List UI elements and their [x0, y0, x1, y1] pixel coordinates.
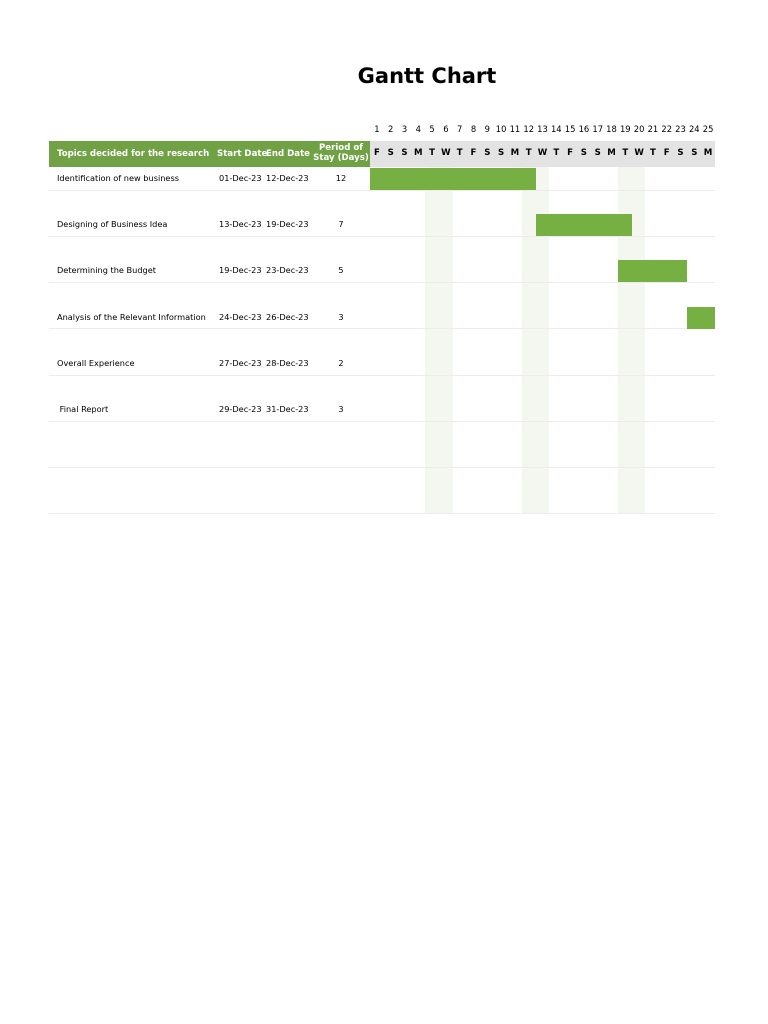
day-letter: M — [703, 148, 713, 158]
task-start-date: 01-Dec-23 — [219, 173, 262, 183]
day-letter: T — [622, 148, 629, 158]
day-number: 7 — [457, 124, 463, 134]
header-period-line2: Stay (Days) — [313, 153, 369, 163]
day-number: 18 — [606, 124, 617, 134]
header-topic: Topics decided for the research — [57, 149, 210, 159]
row-divider — [49, 375, 715, 376]
task-duration: 12 — [335, 173, 347, 183]
task-end-date: 26-Dec-23 — [266, 311, 309, 322]
row-divider — [49, 421, 715, 422]
day-letter: S — [580, 148, 587, 158]
day-letter: T — [429, 148, 436, 158]
row-divider — [49, 513, 715, 514]
day-number: 15 — [564, 124, 576, 134]
header-period-line1: Period of — [318, 143, 363, 153]
task-end-date: 12-Dec-23 — [266, 173, 309, 183]
gantt-bar — [536, 214, 633, 236]
weekend-shade — [425, 167, 453, 514]
day-number: 14 — [550, 124, 562, 134]
day-number: 19 — [619, 124, 631, 134]
header-start-date: Start Date — [217, 149, 268, 159]
day-number: 2 — [388, 124, 394, 134]
day-letter: F — [373, 148, 380, 158]
task-name: Analysis of the Relevant Information — [57, 311, 206, 322]
day-letter: W — [634, 148, 644, 158]
day-number: 12 — [523, 124, 535, 134]
day-number: 24 — [688, 124, 700, 134]
task-duration: 3 — [338, 404, 344, 414]
day-number: 9 — [484, 124, 490, 134]
day-letter: T — [553, 148, 560, 158]
day-number: 17 — [592, 124, 604, 134]
day-number: 10 — [495, 124, 507, 134]
task-name: Designing of Business Idea — [57, 219, 168, 230]
row-divider — [49, 328, 715, 329]
task-end-date: 19-Dec-23 — [266, 219, 309, 230]
row-divider — [49, 190, 715, 191]
gantt-bar — [687, 307, 715, 329]
row-divider — [49, 467, 715, 468]
day-number: 16 — [578, 124, 590, 134]
day-letter: M — [510, 148, 520, 158]
day-number: 20 — [633, 124, 645, 134]
task-start-date: 13-Dec-23 — [219, 219, 262, 230]
task-start-date: 19-Dec-23 — [219, 265, 262, 276]
day-letter: T — [649, 148, 656, 158]
task-duration: 2 — [338, 357, 344, 368]
day-letter: F — [470, 148, 477, 158]
task-end-date: 28-Dec-23 — [266, 357, 309, 368]
day-letter: S — [594, 148, 601, 158]
gantt-bar — [618, 260, 687, 282]
day-letter: S — [484, 148, 491, 158]
day-letter: S — [677, 148, 684, 158]
day-number: 8 — [470, 124, 477, 134]
day-number: 5 — [429, 124, 435, 134]
day-letter: M — [414, 148, 423, 158]
day-number: 13 — [537, 124, 548, 134]
task-name: Overall Experience — [57, 357, 135, 368]
task-start-date: 27-Dec-23 — [219, 357, 262, 368]
day-letter: S — [691, 148, 698, 158]
task-duration: 5 — [338, 265, 344, 276]
day-number: 11 — [509, 124, 521, 134]
day-number: 25 — [702, 124, 714, 134]
page-title: Gantt Chart — [357, 64, 497, 88]
day-letter: S — [497, 148, 505, 158]
header-end-date: End Date — [266, 149, 311, 159]
day-letter: T — [456, 148, 463, 158]
day-number: 21 — [647, 124, 659, 134]
task-start-date: 24-Dec-23 — [219, 311, 262, 322]
day-letter: F — [567, 148, 574, 158]
day-number: 4 — [415, 124, 421, 134]
day-letter: T — [525, 148, 532, 158]
day-number: 1 — [374, 124, 380, 134]
day-letter: M — [607, 148, 616, 158]
task-name: Identification of new business — [57, 173, 179, 183]
day-letter: S — [401, 148, 408, 158]
day-letter: W — [537, 148, 548, 158]
day-number: 22 — [661, 124, 673, 134]
task-end-date: 23-Dec-23 — [266, 265, 309, 276]
day-letter: S — [387, 148, 394, 158]
task-end-date: 31-Dec-23 — [266, 404, 309, 414]
header-period — [312, 143, 370, 163]
row-divider — [49, 282, 715, 283]
task-name: Final Report — [57, 404, 109, 414]
task-name: Determining the Budget — [57, 265, 157, 276]
day-letter: F — [663, 148, 670, 158]
day-number: 23 — [675, 124, 686, 134]
day-number: 3 — [401, 124, 408, 134]
gantt-bar — [370, 168, 536, 190]
task-duration: 7 — [338, 219, 344, 230]
day-letter: W — [441, 148, 451, 158]
task-duration: 3 — [338, 311, 344, 322]
task-start-date: 29-Dec-23 — [219, 404, 262, 414]
day-number: 6 — [443, 124, 449, 134]
